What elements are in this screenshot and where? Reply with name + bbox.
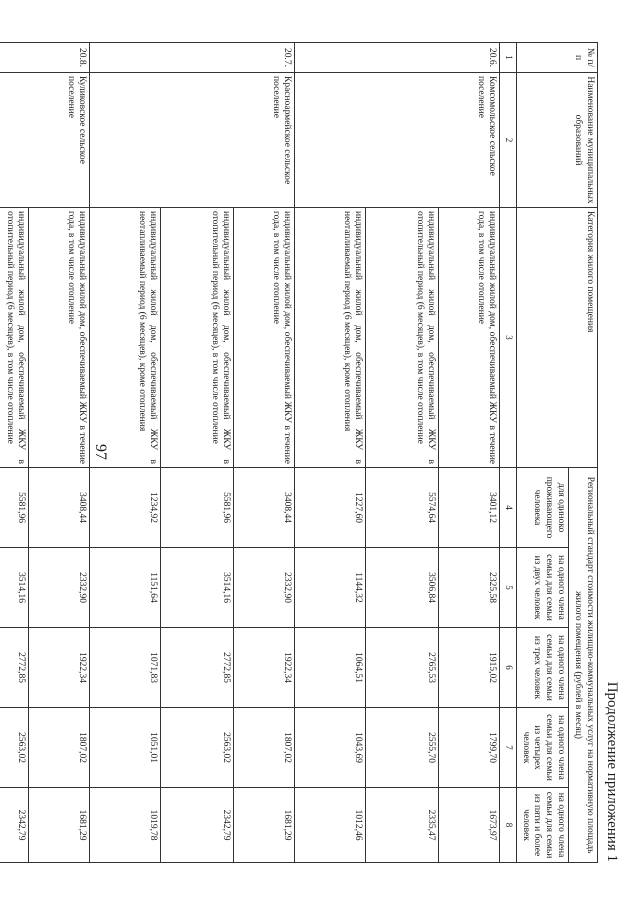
table-row [439,43,500,863]
value-cell: 1227,60 [295,468,366,548]
value-cell: 3514,16 [0,548,29,628]
value-cell: 1071,83 [90,628,161,708]
column-index: 4 [500,468,516,548]
value-cell: 5581,96 [0,468,29,548]
value-cell: 3506,84 [366,548,439,628]
value-cell: 2332,90 [234,548,295,628]
value-cell: 3401,12 [439,468,500,548]
category-cell: индивидуальный жилой дом, обеспечиваемый ЖКУ в неотапливаемый период (6 месяцев), кроме отопления [90,208,161,468]
value-cell: 2563,02 [161,708,234,788]
category-cell: индивидуальный жилой дом, обеспечиваемый ЖКУ в отопительный период (6 месяцев), в том числе отопление [0,208,29,468]
header-sub-4: на одного члена семьи для семьи из четырех человек [516,708,569,788]
municipality-name: Красноармейское сельское поселение [90,73,295,208]
value-cell: 1151,64 [90,548,161,628]
header-category: Категория жилого помещения [516,208,597,468]
category-cell: индивидуальный жилой дом, обеспечиваемый ЖКУ в неотапливаемый период (6 месяцев), кроме отопления [295,208,366,468]
municipality-name: Куликовское сельское поселение [0,73,90,208]
header-sub-5: на одного члена семьи для семьи из пяти и более человек [516,788,569,863]
header-num: № п/п [516,43,597,73]
value-cell: 3408,44 [29,468,90,548]
row-number: 20.8. [0,43,90,73]
category-cell: индивидуальный жилой дом, обеспечиваемый ЖКУ в течение года, в том числе отопление [234,208,295,468]
header-sub-1: для одиноко проживающего человека [516,468,569,548]
value-cell: 1234,92 [90,468,161,548]
category-cell: индивидуальный жилой дом, обеспечиваемый ЖКУ в течение года, в том числе отопление [29,208,90,468]
value-cell: 2342,79 [0,788,29,863]
row-number: 20.7. [90,43,295,73]
header-municipality: Наименование муниципальных образований [516,73,597,208]
table-row [234,43,295,863]
value-cell: 1681,29 [234,788,295,863]
header-sub-3: на одного члена семьи для семьи из трех человек [516,628,569,708]
value-cell: 1922,34 [234,628,295,708]
header-standard: Региональный стандарт стоимости жилищно-коммунальных услуг на нормативную площадь жилого помещения (рублей в месяц) [569,468,598,863]
value-cell: 1043,69 [295,708,366,788]
value-cell: 2342,79 [161,788,234,863]
tariff-table [0,42,598,863]
column-index: 8 [500,788,516,863]
column-index: 2 [500,73,516,208]
value-cell: 1012,46 [295,788,366,863]
value-cell: 2772,85 [161,628,234,708]
value-cell: 5574,64 [366,468,439,548]
row-number: 20.6. [295,43,500,73]
municipality-name: Комсомольское сельское поселение [295,73,500,208]
rotated-content [4,42,620,862]
value-cell: 2332,90 [29,548,90,628]
category-cell: индивидуальный жилой дом, обеспечиваемый ЖКУ в отопительный период (6 месяцев), в том числе отопление [161,208,234,468]
value-cell: 3408,44 [234,468,295,548]
value-cell: 1019,78 [90,788,161,863]
value-cell: 1064,51 [295,628,366,708]
value-cell: 1799,70 [439,708,500,788]
value-cell: 3514,16 [161,548,234,628]
value-cell: 2555,70 [366,708,439,788]
value-cell: 1673,97 [439,788,500,863]
value-cell: 1915,02 [439,628,500,708]
header-sub-2: на одного члена семьи для семьи из двух человек [516,548,569,628]
column-index-row [500,43,516,863]
category-cell: индивидуальный жилой дом, обеспечиваемый ЖКУ в течение года, в том числе отопление [439,208,500,468]
value-cell: 2325,58 [439,548,500,628]
column-index: 6 [500,628,516,708]
column-index: 1 [500,43,516,73]
value-cell: 2563,02 [0,708,29,788]
column-index: 3 [500,208,516,468]
column-index: 7 [500,708,516,788]
value-cell: 1922,34 [29,628,90,708]
column-index: 5 [500,548,516,628]
value-cell: 1681,29 [29,788,90,863]
value-cell: 2772,85 [0,628,29,708]
value-cell: 2335,47 [366,788,439,863]
value-cell: 1807,02 [29,708,90,788]
continuation-caption: Продолжение приложения 1 [604,681,620,862]
value-cell: 2765,53 [366,628,439,708]
value-cell: 1144,32 [295,548,366,628]
category-cell: индивидуальный жилой дом, обеспечиваемый ЖКУ в отопительный период (6 месяцев), в том числе отопление [366,208,439,468]
value-cell: 5581,96 [161,468,234,548]
value-cell: 1051,01 [90,708,161,788]
value-cell: 1807,02 [234,708,295,788]
table-row [29,43,90,863]
page-number: 97 [92,444,109,460]
